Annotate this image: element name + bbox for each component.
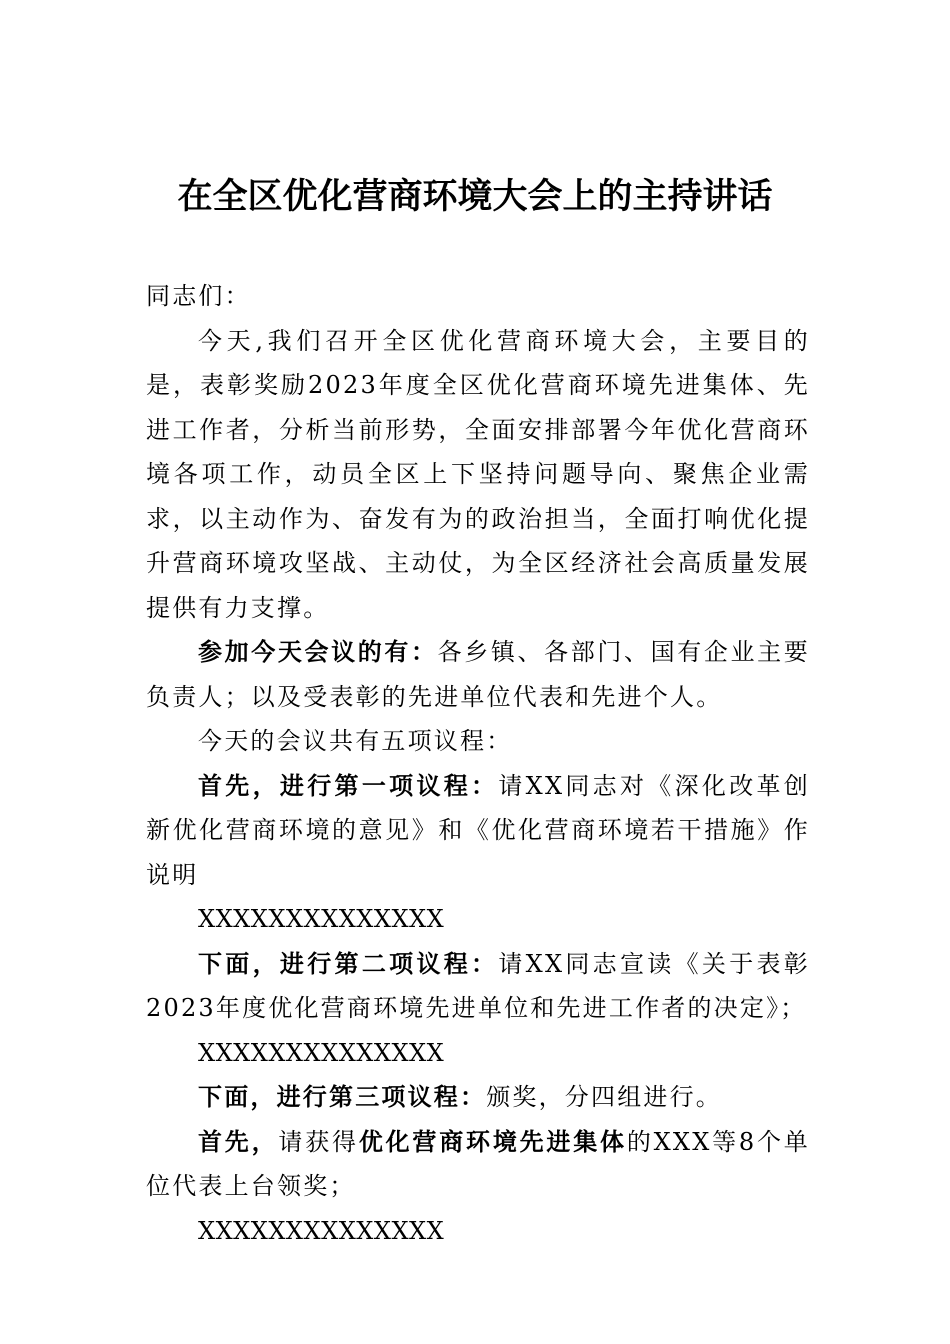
agenda-3-label: 下面，进行第三项议程： (198, 1082, 487, 1111)
paragraph-agenda-2 (146, 942, 810, 1031)
agenda-1-label: 首先，进行第一项议程： (198, 770, 499, 800)
agenda-2-text: 请XX同志宣读《关于表彰2023年度优化营商环境先进单位和先进工作者的决定》； (146, 949, 811, 1022)
award-1-first-label: 首先， (198, 1126, 279, 1156)
paragraph-attendees (146, 630, 810, 719)
paragraph-agenda-1 (146, 764, 810, 898)
agenda-2-label: 下面，进行第二项议程： (198, 948, 499, 978)
attendees-label: 参加今天会议的有： (198, 637, 438, 666)
paragraph-award-group-1 (146, 1120, 810, 1209)
paragraph-purpose: 今天,我们召开全区优化营商环境大会，主要目的是，表彰奖励2023年度全区优化营商环境先进集体、先进工作者，分析当前形势，全面安排部署今年优化营商环境各项工作，动员全区上下坚持问题导向、聚焦企业需求，以主动作为、奋发有为的政治担当，全面打响优化提升营商环境攻坚战、主动仗，为全区经济社会高质量发展提供有力支撑。 (146, 326, 810, 622)
document-body (146, 274, 810, 1253)
agenda-3-text: 颁奖，分四组进行。 (486, 1083, 723, 1111)
placeholder-line-1: XXXXXXXXXXXXXX (198, 905, 445, 933)
award-1-collective-label: 优化营商环境先进集体 (358, 1126, 627, 1156)
placeholder-line-3: XXXXXXXXXXXXXX (198, 1216, 445, 1245)
salutation: 同志们： (146, 282, 251, 310)
paragraph-agenda-intro: 今天的会议共有五项议程： (198, 727, 513, 755)
paragraph-agenda-3 (146, 1075, 810, 1120)
agenda-1-text: 请XX同志对《深化改革创新优化营商环境的意见》和《优化营商环境若干措施》作说明 (146, 771, 811, 889)
document-title: 在全区优化营商环境大会上的主持讲话 (177, 176, 773, 217)
award-1-text-a: 请获得 (278, 1127, 359, 1156)
placeholder-line-2: XXXXXXXXXXXXXX (198, 1038, 445, 1067)
award-1-text-b: 的XXX等8个单位代表上台领奖； (146, 1127, 810, 1200)
attendees-text: 各乡镇、各部门、国有企业主要负责人；以及受表彰的先进单位代表和先进个人。 (146, 638, 810, 711)
